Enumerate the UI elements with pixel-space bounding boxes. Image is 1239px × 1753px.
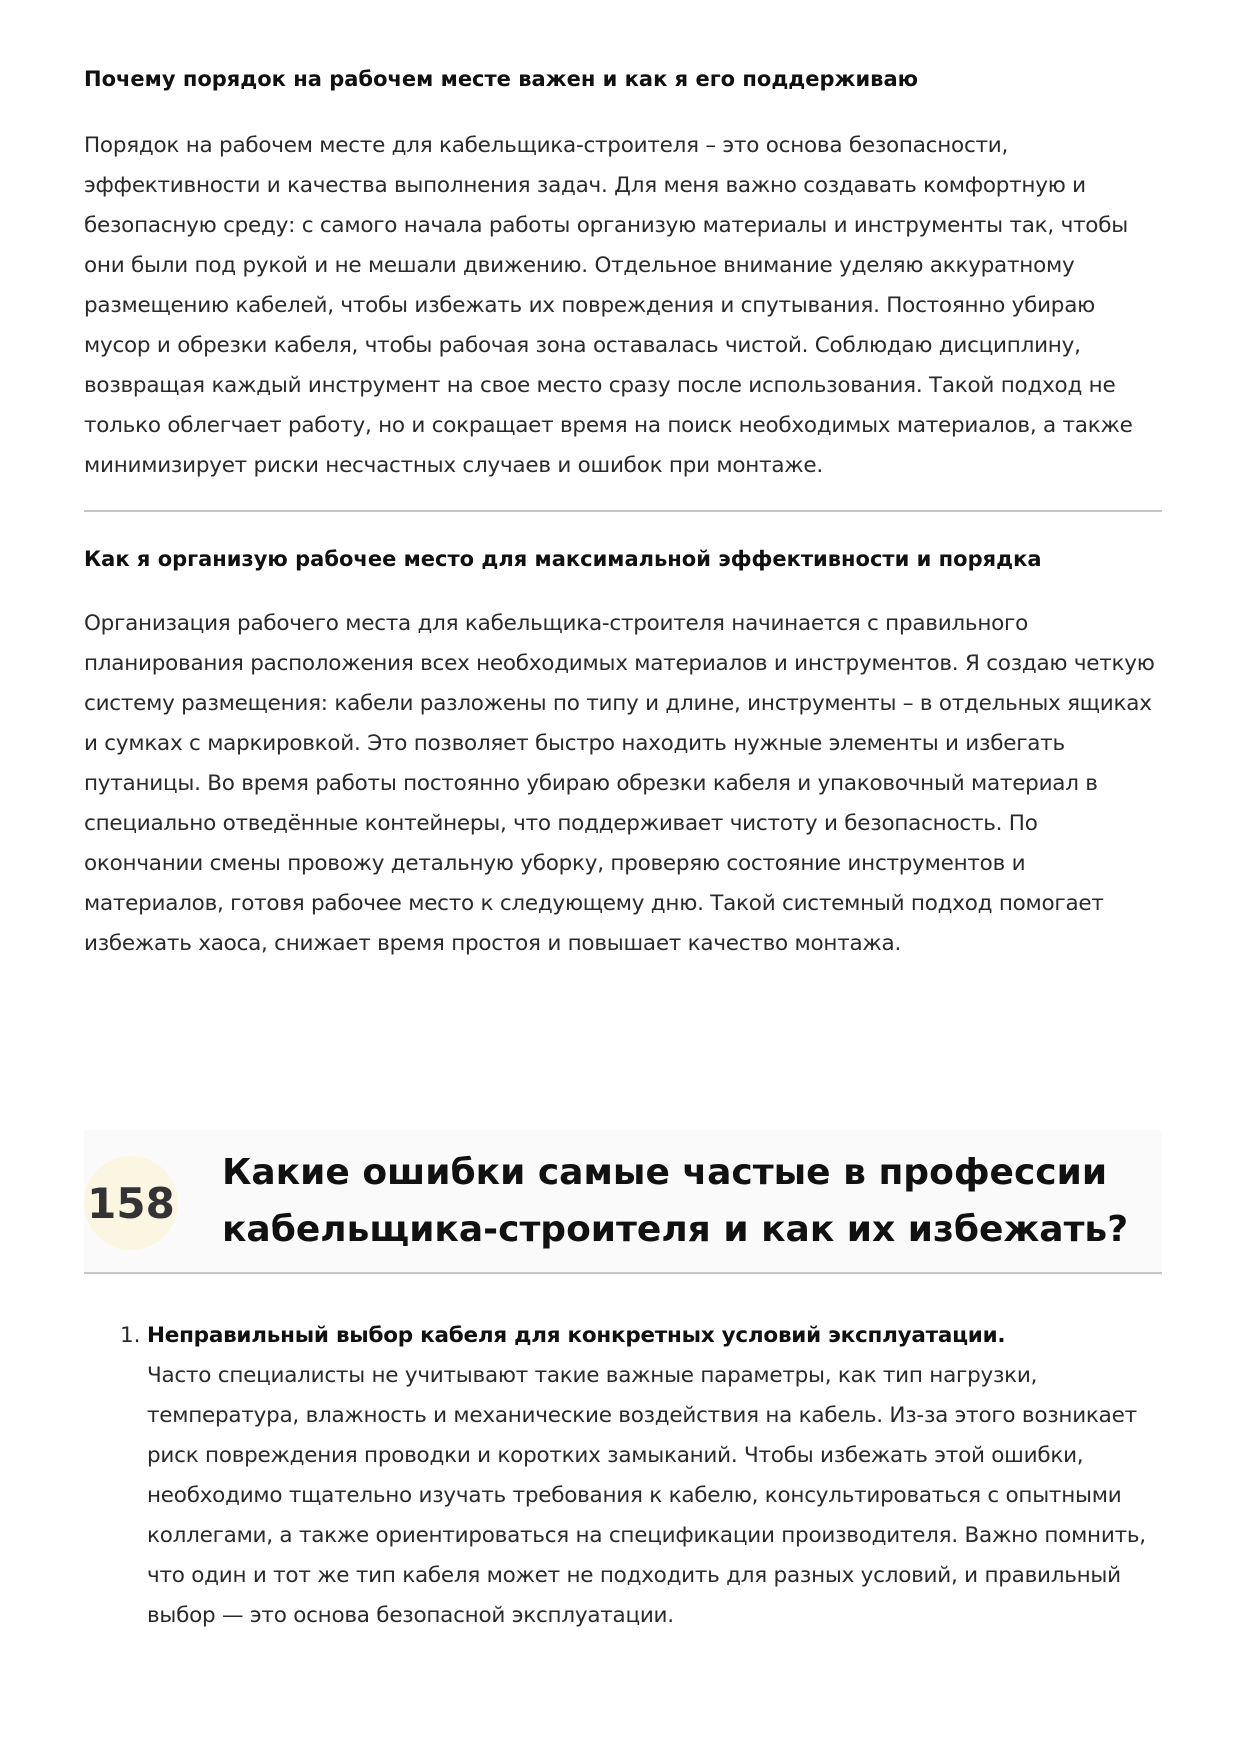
- answer-list: [84, 1316, 1162, 1636]
- list-item-title: Неправильный выбор кабеля для конкретных условий эксплуатации.: [147, 1323, 1006, 1348]
- section-body-workplace-organization: Организация рабочего места для кабельщика-строителя начинается с правильного планирования расположения всех необходимых материалов и инструментов. Я создаю четкую систему размещения: кабели разложены по типу и длине, инструменты – в отдельных ящиках и сумках с маркировкой. Это позволяет быстро находить нужные элементы и избегать путаницы. Во время работы постоянно убираю обрезки кабеля и упаковочный материал в специально отведённые контейнеры, что поддерживает чистоту и безопасность. По окончании смены провожу детальную уборку, проверяю состояние инструментов и материалов, готовя рабочее место к следующему дню. Такой системный подход помогает избежать хаоса, снижает время простоя и повышает качество монтажа.: [84, 611, 1155, 956]
- list-item-number: 1.: [120, 1323, 141, 1348]
- list-item-text: Часто специалисты не учитывают такие важные параметры, как тип нагрузки, температура, влажность и механические воздействия на кабель. Из-за этого возникает риск повреждения проводки и коротких замыканий. Чтобы избежать этой ошибки, необходимо тщательно изучать требования к кабелю, консультироваться с опытными коллегами, а также ориентироваться на спецификации производителя. Важно помнить, что один и тот же тип кабеля может не подходить для разных условий, и правильный выбор — это основа безопасной эксплуатации.: [147, 1363, 1146, 1628]
- question-title: Какие ошибки самые частые в профессии кабельщика-строителя и как их избежать?: [222, 1152, 1129, 1250]
- question-divider: [84, 1272, 1162, 1274]
- section-heading-workplace-organization: Как я организую рабочее место для максимальной эффективности и порядка: [84, 547, 1042, 571]
- section-body-workplace-order: Порядок на рабочем месте для кабельщика-строителя – это основа безопасности, эффективности и качества выполнения задач. Для меня важно создавать комфортную и безопасную среду: с самого начала работы организую материалы и инструменты так, чтобы они были под рукой и не мешали движению. Отдельное внимание уделяю аккуратному размещению кабелей, чтобы избежать их повреждения и спутывания. Постоянно убираю мусор и обрезки кабеля, чтобы рабочая зона оставалась чистой. Соблюдаю дисциплину, возвращая каждый инструмент на свое место сразу после использования. Такой подход не только облегчает работу, но и сокращает время на поиск необходимых материалов, а также минимизирует риски несчастных случаев и ошибок при монтаже.: [84, 133, 1133, 478]
- question-header: [84, 1130, 1162, 1275]
- list-item: [84, 1316, 1162, 1636]
- section-divider: [84, 510, 1162, 512]
- section-heading-workplace-order: Почему порядок на рабочем месте важен и как я его поддерживаю: [84, 67, 919, 91]
- question-number-badge: 158: [84, 1156, 178, 1250]
